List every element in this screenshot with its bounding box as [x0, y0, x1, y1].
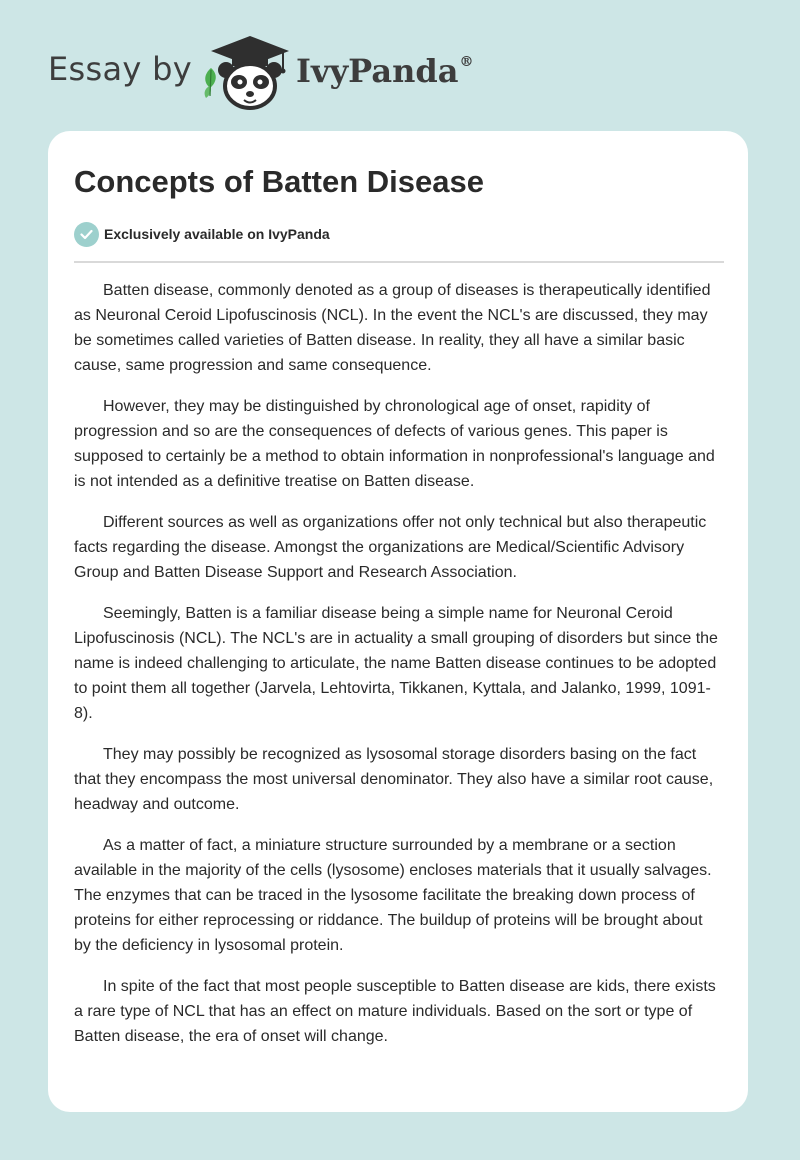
- paragraph: Different sources as well as organizations offer not only technical but also therapeutic facts regarding the disease. Amongst the organizations are Medical/Scientific Advisory Group and Batten Disease Support and Research Association.: [74, 514, 707, 581]
- brand-name-text: IvyPanda: [296, 52, 459, 90]
- divider: [74, 261, 724, 263]
- exclusive-badge: [74, 221, 330, 247]
- checkmark-circle-icon: [74, 222, 99, 247]
- paragraph: Batten disease, commonly denoted as a group of diseases is therapeutically identified as Neuronal Ceroid Lipofuscinosis (NCL). In the event the NCL's are discussed, they may be sometimes called varieties of Batten disease. In reality, they all have a similar basic cause, same progression and same consequence.: [74, 282, 711, 374]
- graduation-cap-panda-icon[interactable]: [209, 34, 291, 110]
- registered-mark: ®: [459, 54, 474, 70]
- paragraph: They may possibly be recognized as lysosomal storage disorders basing on the fact that they encompass the most universal denominator. They also have a similar root cause, headway and outcome.: [74, 746, 714, 813]
- paragraph: As a matter of fact, a miniature structure surrounded by a membrane or a section available in the majority of the cells (lysosome) encloses materials that it usually salvages. The enzymes that can be traced in the lysosome facilitate the breaking down process of proteins for either reprocessing or riddance. The buildup of proteins will be brought about by the deficiency in lysosomal protein.: [74, 837, 712, 954]
- brand-name[interactable]: [296, 52, 473, 90]
- site-header: [0, 0, 800, 130]
- paragraph: Seemingly, Batten is a familiar disease being a simple name for Neuronal Ceroid Lipofuscinosis (NCL). The NCL's are in actuality a small grouping of disorders but since the name is indeed challenging to articulate, the name Batten disease continues to be adopted to point them all together (Jarvela, Lehtovirta, Tikkanen, Kyttala, and Jalanko, 1999, 1091-8).: [74, 605, 718, 722]
- essay-card: [48, 131, 748, 1112]
- paragraph: However, they may be distinguished by chronological age of onset, rapidity of progression and so are the consequences of defects of various genes. This paper is supposed to certainly be a method to obtain information in nonprofessional's language and is not intended as a definitive treatise on Batten disease.: [74, 398, 715, 490]
- essay-by-label: Essay by: [48, 50, 192, 88]
- article-body: [74, 278, 722, 1065]
- paragraph: In spite of the fact that most people susceptible to Batten disease are kids, there exists a rare type of NCL that has an effect on mature individuals. Based on the sort or type of Batten disease, the era of onset will change.: [74, 978, 716, 1045]
- exclusive-badge-text: Exclusively available on IvyPanda: [104, 226, 330, 242]
- page-title: Concepts of Batten Disease: [74, 164, 484, 199]
